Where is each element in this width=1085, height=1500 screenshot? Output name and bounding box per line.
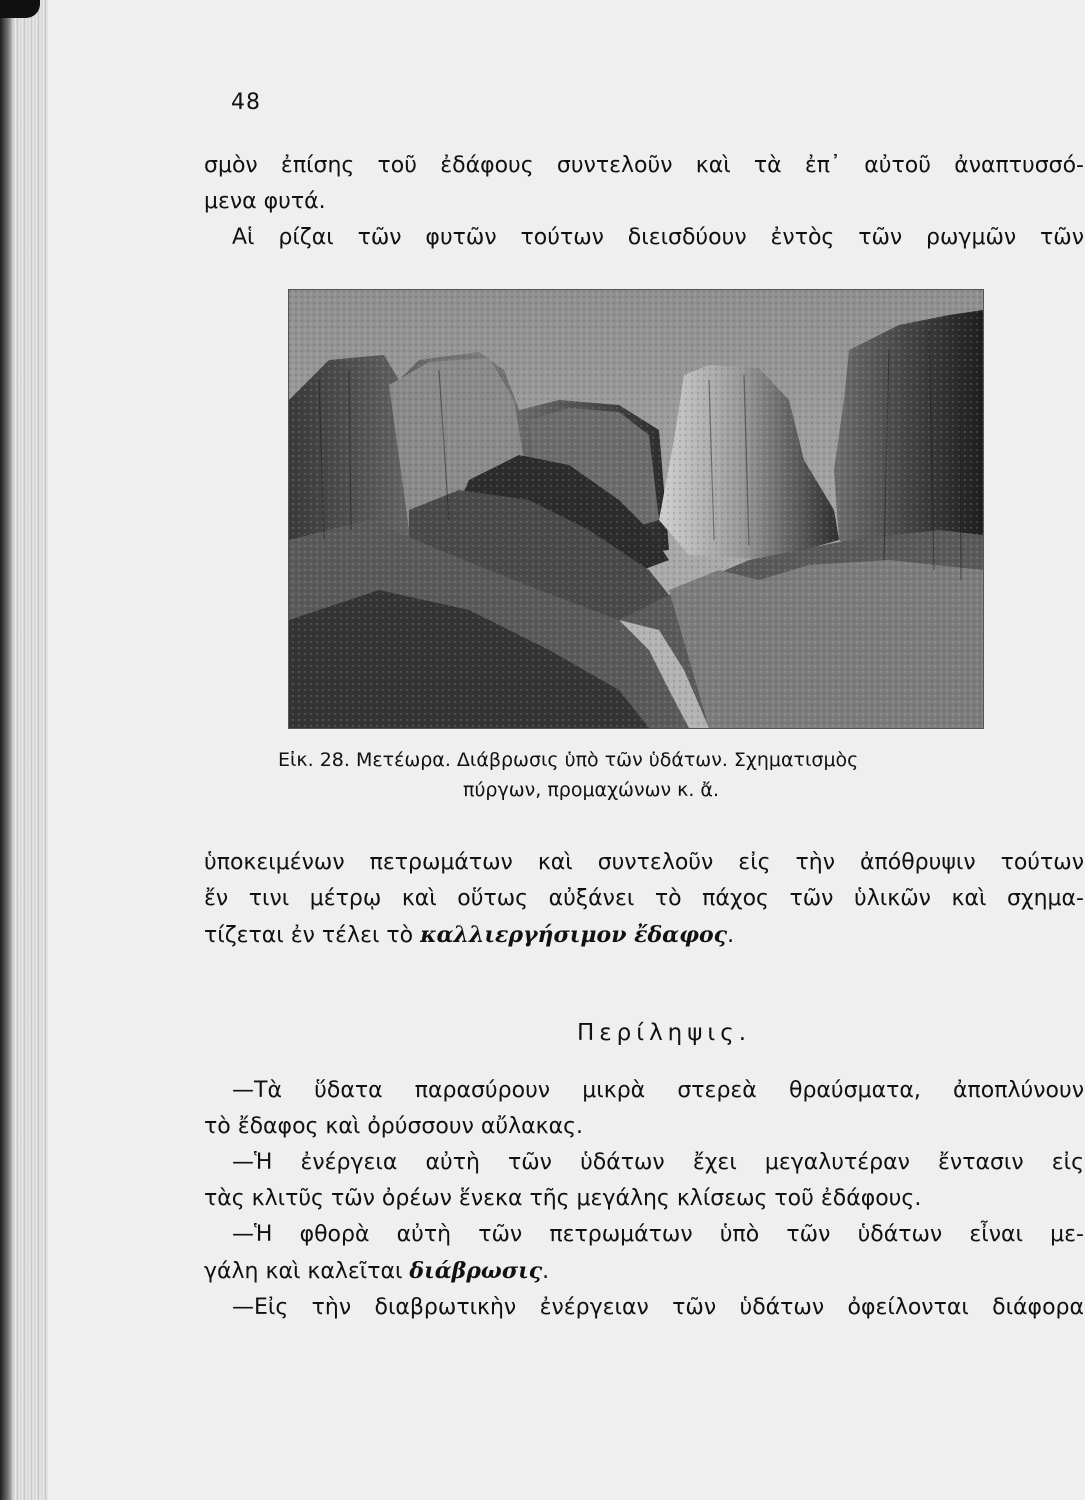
summary-heading: Περίληψις. <box>576 1020 752 1046</box>
caption-line: Εἰκ. 28. Μετέωρα. Διάβρωσις ὑπὸ τῶν ὑδάτων. Σχηματισμὸς <box>278 749 859 771</box>
top-paragraph <box>204 148 1084 256</box>
key-term: διάβρωσις <box>409 1258 543 1284</box>
text-fragment: γάλη καὶ καλεῖται <box>204 1259 403 1284</box>
meteora-photograph <box>288 289 984 729</box>
after-figure-paragraph <box>204 845 1084 954</box>
binding-corner-mark <box>0 0 40 18</box>
text-line: ὑποκειμένων πετρωμάτων καὶ συντελοῦν εἰς τὴν ἀπόθρυψιν τούτων <box>204 850 1084 875</box>
text-fragment: . <box>727 923 735 948</box>
summary-paragraphs <box>204 1073 1084 1326</box>
page-number: 48 <box>231 90 261 115</box>
text-line: —Τὰ ὕδατα παρασύρουν μικρὰ στερεὰ θραύσματα, ἀποπλύνουν <box>232 1078 1084 1103</box>
text-line: Αἱ ρίζαι τῶν φυτῶν τούτων διεισδύουν ἐντὸς τῶν ρωγμῶν τῶν <box>232 225 1084 250</box>
text-line: —Ἡ ἐνέργεια αὐτὴ τῶν ὑδάτων ἔχει μεγαλυτέραν ἔντασιν εἰς <box>232 1150 1084 1175</box>
figure-caption <box>278 745 978 805</box>
text-line: μενα φυτά. <box>204 189 326 214</box>
text-line: τὰς κλιτῦς τῶν ὀρέων ἕνεκα τῆς μεγάλης κλίσεως τοῦ ἐδάφους. <box>204 1186 922 1211</box>
book-page <box>48 0 1085 1500</box>
text-line: —Ἡ φθορὰ αὐτὴ τῶν πετρωμάτων ὑπὸ τῶν ὑδάτων εἶναι με- <box>232 1222 1084 1247</box>
text-line: ἔν τινι μέτρῳ καὶ οὕτως αὐξάνει τὸ πάχος τῶν ὑλικῶν καὶ σχημα- <box>204 886 1084 911</box>
meteora-rock-illustration <box>289 290 983 728</box>
book-page-edges <box>0 0 48 1500</box>
text-fragment: τίζεται ἐν τέλει τὸ <box>204 923 414 948</box>
key-term: καλλιεργήσιμον ἔδαφος <box>420 922 728 948</box>
text-line: τὸ ἔδαφος καὶ ὀρύσσουν αὔλακας. <box>204 1114 583 1139</box>
text-line <box>204 917 1084 954</box>
text-line <box>204 1253 1084 1290</box>
caption-line: πύργων, προμαχώνων κ. ἄ. <box>463 779 719 801</box>
text-line: —Εἰς τὴν διαβρωτικὴν ἐνέργειαν τῶν ὑδάτων ὀφείλονται διάφορα <box>232 1295 1084 1320</box>
text-fragment: . <box>542 1259 550 1284</box>
text-line: σμὸν ἐπίσης τοῦ ἐδάφους συντελοῦν καὶ τὰ ἐπ᾿ αὐτοῦ ἀναπτυσσό- <box>204 153 1084 178</box>
